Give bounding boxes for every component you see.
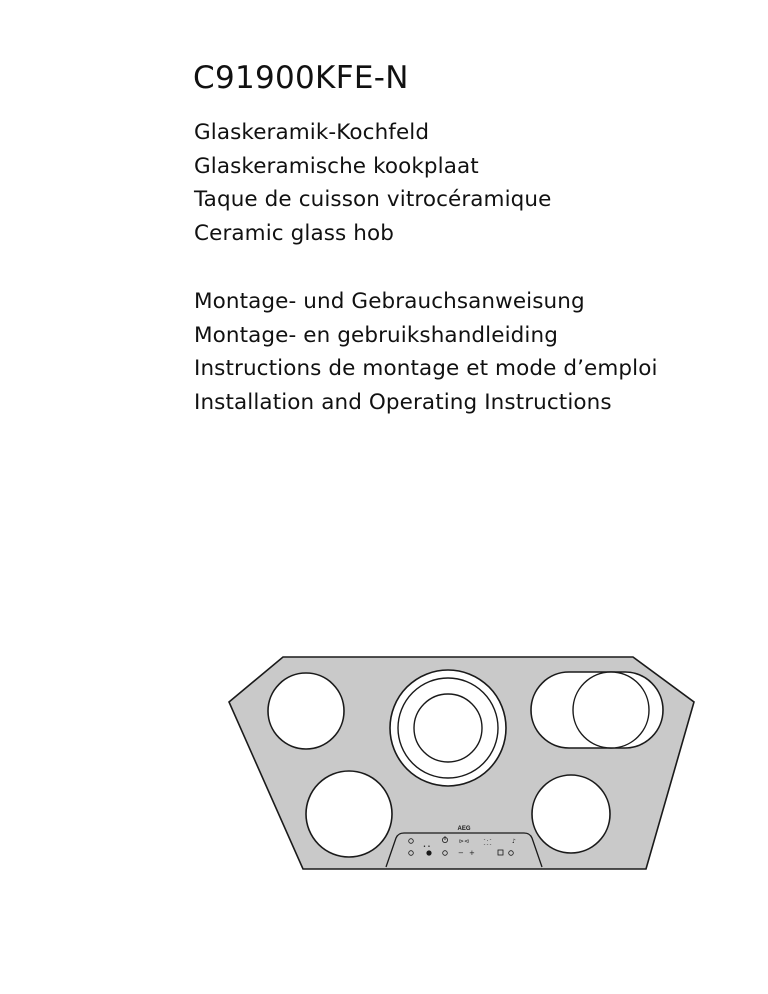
product-title-de: Glaskeramik-Kochfeld <box>194 120 430 145</box>
cooking-zone-bottom-left <box>306 771 392 857</box>
power-button-icon <box>426 850 431 855</box>
product-titles <box>194 116 551 250</box>
brand-logo: AEG <box>457 826 471 832</box>
instruction-titles <box>194 285 658 419</box>
plus-icon: + <box>469 849 475 857</box>
cooking-zone-center-inner <box>414 694 482 762</box>
cooking-zone-bottom-right <box>532 775 610 853</box>
cooking-zone-roaster-inner <box>573 672 649 748</box>
model-number: C91900KFE-N <box>193 60 409 96</box>
product-title-nl: Glaskeramische kookplaat <box>194 153 479 179</box>
product-title-en: Ceramic glass hob <box>194 220 394 246</box>
instruction-title-fr: Instructions de montage et mode d’emploi <box>194 356 658 381</box>
instruction-title-nl: Montage- en gebruikshandleiding <box>194 322 558 348</box>
lock-icon: ⊳⊲ <box>459 838 470 845</box>
hob-illustration <box>226 654 696 871</box>
display-dots-icon: • • <box>423 844 431 850</box>
minus-icon: − <box>458 849 464 857</box>
instruction-title-de: Montage- und Gebrauchsanweisung <box>194 289 585 314</box>
cooking-zone-top-left <box>268 673 344 749</box>
instruction-title-en: Installation and Operating Instructions <box>194 389 612 415</box>
product-title-fr: Taque de cuisson vitrocéramique <box>194 187 552 212</box>
timer-display-icon: -.- <box>483 837 493 843</box>
timer-display-icon-2: --- <box>483 842 493 848</box>
keep-warm-icon: ♪ <box>512 838 516 845</box>
